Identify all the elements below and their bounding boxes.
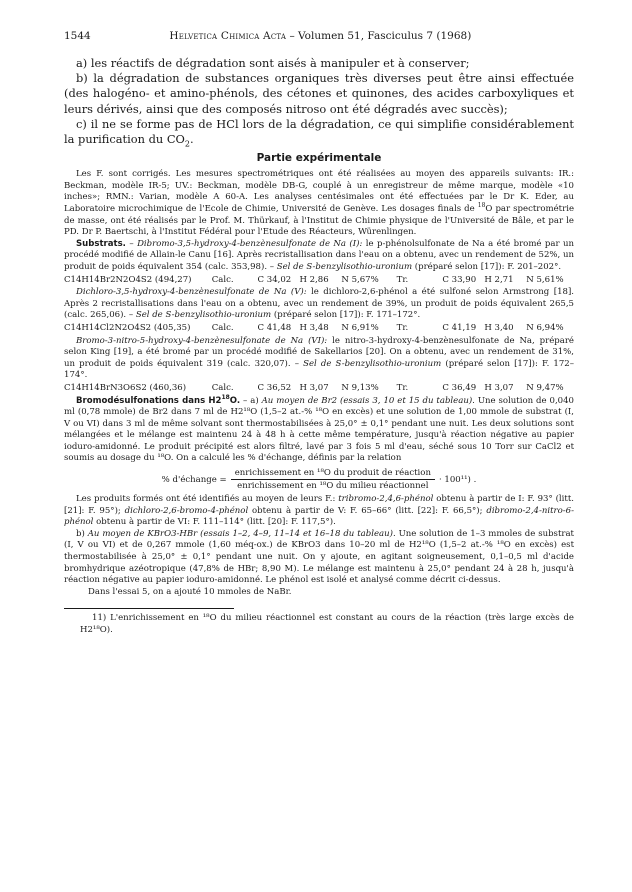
footnote-mark: 11) [92,613,107,624]
analysis-row-i: C14H14Br2N2O4S2 (494,27) Calc. C 34,02 H 2,86 N 5,67% Tr. C 33,90 H 2,71 N 5,61% [64,274,564,285]
equation-fraction [231,468,435,491]
equation-numerator: enrichissement en ¹⁸O du produit de réaction [231,468,435,480]
intro-list [64,56,574,147]
essai-5-note: Dans l'essai 5, on a ajouté 10 mmoles de NaBr. [88,586,292,597]
substrate-vi-paragraph: Bromo-3-nitro-5-hydroxy-4-benzènesulfonate de Na (VI): le nitro-3-hydroxy-4-benzènesulfonate de Na, préparé selon King [19], a été bromé par un procédé modifié de Sakellarios [20]. On a obtenu, avec un rendement de 31%, un produit de poids équivalent 319 (calc. 320,07). – Sel de S-benzylisothio-uronium (préparé selon [17]): F. 172–174°. [64,335,575,381]
intro-item-b: b) la dégradation de substances organiques très diverses peut être ainsi effectuée (des halogéno- et amino-phénols, des cétones et quinones, des acides carboxyliques et leurs dérivés, ainsi que des composés nitroso ont été dégradés avec succès); [64,71,574,116]
intro-item-a: a) les réactifs de dégradation sont aisés à manipuler et à conserver; [76,56,470,70]
footnote-rule [64,608,234,609]
general-methods: Les F. sont corrigés. Les mesures spectrométriques ont été réalisées au moyen des appareils suivants: IR.: Beckman, modèle IR-5; UV.: Beckman, modèle DB-G, couplé à un enregistreur de même marque, modèle «10 inches»; RMN.: Varian, modèle A 60-A. Les analyses centésimales ont été effectuées par le Dr K. Eder, au Laboratoire microchimique de l'Ecole de Chimie, Université de Genève. Les dosages finals de $^{18}$O par spectrométrie de masse, ont été réalisés par le Prof. M. Thürkauf, à l'Institut de Chimie physique de l'Université de Bâle, et par le PD. Dr P. Baertschi, à l'Institut Fédéral pour l'Etude des Réacteurs, Würenlingen. [64,169,574,238]
equation-left: % d'échange = [161,474,227,485]
equation-denominator: enrichissement en ¹⁸O du milieu réactionnel [237,481,429,492]
bromodesulfonation-b: b) Au moyen de KBrO3-HBr (essais 1–2, 4–9, 11–14 et 16–18 du tableau). Une solution de 1–3 mmoles de substrat (I, V ou VI) et de 0,267 mmole (1,60 méq-ox.) de KBrO3 dans 10–20 ml de H2¹⁸O (1,5–2 at.-% ¹⁸O en excès) est thermostabilisée à 25,0° ± 0,1° pendant une nuit. On y ajoute, en agitant soigneusement, 0,1–0,5 ml d'acide bromhydrique azéotropique (47,8% de HBr; 8,90 M). Le mélange est maintenu à 25,0° pendant 24 à 28 h, jusqu'à réaction négative au papier ioduro-amidonné. Le phénol est isolé et analysé comme décrit ci-dessus. [64,528,574,586]
section-title: Partie expérimentale [256,152,382,165]
intro-item-c: c) il ne se forme pas de HCl lors de la dégradation, ce qui simplifie considérablement la purification du $CO_2$. [64,116,574,149]
journal-line [169,30,471,42]
bromo-label: Bromodésulfonations dans $H2^{18}O$. [76,393,241,406]
page-number: 1544 [64,30,91,42]
substrats-label: Substrats. [76,238,126,249]
journal-name: Helvetica Chimica Acta [169,30,287,42]
substrate-i-paragraph: Substrats. – Dibromo-3,5-hydroxy-4-benzènesulfonate de Na (I): le p-phénolsulfonate de Na a été bromé par un procédé modifié de Allain-le Canu [16]. Après recristallisation dans l'eau on a obtenu, avec un rendement de 52%, un produit de poids équivalent 354 (calc. 353,98). – Sel de S-benzylisothio-uronium (préparé selon [17]): F. 201–202°. [64,238,574,272]
bromodesulfonation-a: Bromodésulfonations dans $H2^{18}O$. – a) Au moyen de Br2 (essais 3, 10 et 15 du tableau). Une solution de 0,040 ml (0,78 mmole) de Br2 dans 7 ml de H2¹⁸O (1,5–2 at.-% ¹⁸O en excès) et une solution de 1,00 mmole de substrat (I, V ou VI) dans 3 ml de même solvant sont thermostabilisées à 25,0° ± 0,1° pendant une nuit. Les deux solutions sont mélangées et le mélange est maintenu 24 à 48 h à cette même température, jusqu'à réaction négative au papier ioduro-amidonné. Le produit précipité est alors filtré, lavé par 3 fois 5 ml d'eau, séché sous 10 Torr sur CaCl2 et soumis au dosage du ¹⁸O. On a calculé les % d'échange, définis par la relation [64,393,574,464]
running-header [64,30,574,42]
equation-right: · 100¹¹) . [438,474,477,485]
products-paragraph: Les produits formés ont été identifiés au moyen de leurs F.: tribromo-2,4,6-phénol obtenu à partir de I: F. 93° (litt. [21]: F. 95°); dichloro-2,6-bromo-4-phénol obtenu à partir de V: F. 65–66° (litt. [22]: F. 66,5°); dibromo-2,4-nitro-6-phénol obtenu à partir de VI: F. 111–114° (litt. [20]: F. 117,5°). [64,494,574,528]
analysis-row-v: C14H14Cl2N2O4S2 (405,35) Calc. C 41,48 H 3,48 N 6,91% Tr. C 41,19 H 3,40 N 6,94% [64,322,564,333]
journal-page [64,30,574,637]
volume-info: – Volumen 51, Fasciculus 7 (1968) [286,30,472,42]
experimental-body [64,169,574,636]
footnote-11: 11) L'enrichissement en ¹⁸O du milieu réactionnel est constant au cours de la réaction (très large excès de H2¹⁸O). [80,613,574,635]
exchange-equation [64,468,574,491]
analysis-row-vi: C14H14BrN3O6S2 (460,36) Calc. C 36,52 H 3,07 N 9,13% Tr. C 36,49 H 3,07 N 9,47% [64,382,564,393]
substrate-v-paragraph: Dichloro-3,5-hydroxy-4-benzènesulfonate de Na (V): le dichloro-2,6-phénol a été sulfoné selon Armstrong [18]. Après 2 recristallisations dans l'eau on a obtenu, avec un rendement de 39%, un produit de poids équivalent 265,5 (calc. 265,06). – Sel de S-benzylisothio-uronium (préparé selon [17]): F. 171–172°. [64,287,574,321]
